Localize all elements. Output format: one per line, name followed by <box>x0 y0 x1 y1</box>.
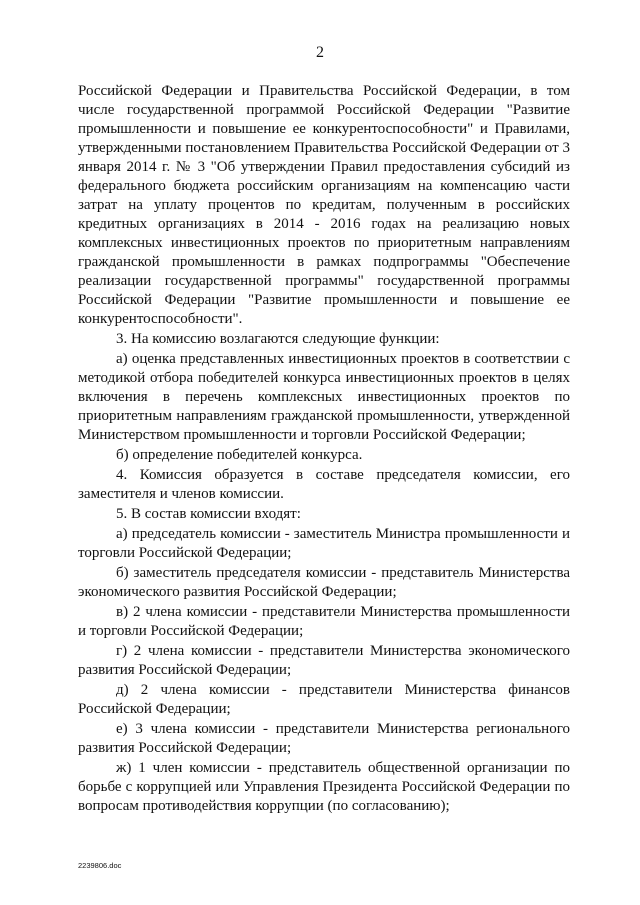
paragraph-member-a: а) председатель комиссии - заместитель Министра промышленности и торговли Российской Федерации; <box>78 526 570 561</box>
document-body <box>78 82 570 817</box>
paragraph-member-b: б) заместитель председателя комиссии - представитель Министерства экономического развития Российской Федерации; <box>78 565 570 600</box>
paragraph-function-a: а) оценка представленных инвестиционных проектов в соответствии с методикой отбора победителей конкурса инвестиционных проектов в целях включения в перечень комплексных инвестиционных проектов по приоритетным направлениям гражданской промышленности, утвержденной Министерством промышленности и торговли Российской Федерации; <box>78 351 570 443</box>
paragraph-member-g: г) 2 члена комиссии - представители Министерства экономического развития Российской Федерации; <box>78 643 570 678</box>
paragraph-continuation: Российской Федерации и Правительства Российской Федерации, в том числе государственной программой Российской Федерации "Развитие промышленности и повышение ее конкурентоспособности" и Правилами, утвержденными постановлением Правительства Российской Федерации от 3 января 2014 г. № 3 "Об утверждении Правил предоставления субсидий из федерального бюджета российским организациям на компенсацию части затрат на уплату процентов по кредитам, полученным в российских кредитных организациях в 2014 - 2016 годах на реализацию новых комплексных инвестиционных проектов по приоритетным направлениям гражданской промышленности в рамках подпрограммы "Обеспечение реализации государственной программы" государственной программы Российской Федерации "Развитие промышленности и повышение ее конкурентоспособности". <box>78 83 570 327</box>
paragraph-functions-heading: 3. На комиссию возлагаются следующие функции: <box>116 331 440 347</box>
paragraph-member-e: е) 3 члена комиссии - представители Министерства регионального развития Российской Федерации; <box>78 721 570 756</box>
paragraph-member-d: д) 2 члена комиссии - представители Министерства финансов Российской Федерации; <box>78 682 570 717</box>
paragraph-composition: 4. Комиссия образуется в составе председателя комиссии, его заместителя и членов комиссии. <box>78 467 570 502</box>
document-file-code: 2239806.doc <box>78 861 122 870</box>
paragraph-member-v: в) 2 члена комиссии - представители Министерства промышленности и торговли Российской Федерации; <box>78 604 570 639</box>
paragraph-function-b: б) определение победителей конкурса. <box>116 447 363 463</box>
paragraph-members-heading: 5. В состав комиссии входят: <box>116 506 301 522</box>
page-number: 2 <box>316 44 324 61</box>
paragraph-member-zh: ж) 1 член комиссии - представитель общественной организации по борьбе с коррупцией или Управления Президента Российской Федерации по вопросам противодействия коррупции (по согласованию); <box>78 760 570 814</box>
